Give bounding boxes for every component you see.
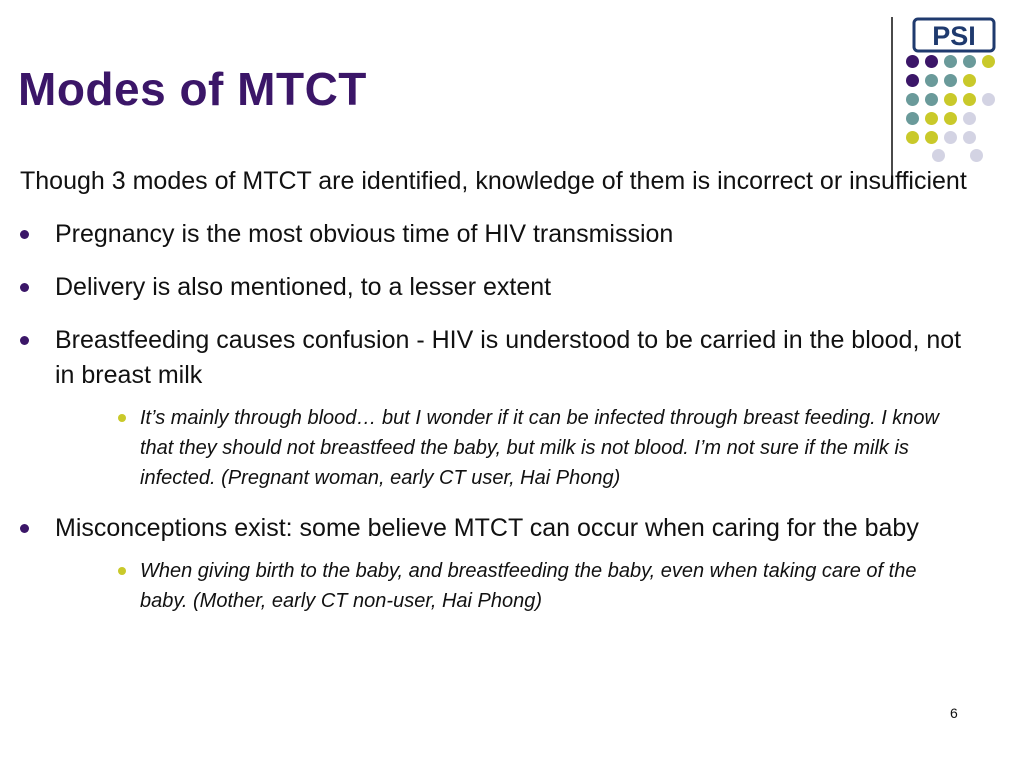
dot — [906, 112, 919, 125]
dot — [906, 93, 919, 106]
dot — [982, 55, 995, 68]
dot — [925, 131, 938, 144]
bullet-item — [20, 217, 980, 252]
bullet-icon — [20, 283, 29, 292]
bullet-item — [20, 323, 980, 393]
intro-paragraph: Though 3 modes of MTCT are identified, knowledge of them is incorrect or insufficient — [20, 167, 967, 195]
dot — [925, 112, 938, 125]
dot — [944, 93, 957, 106]
page-number: 6 — [950, 705, 958, 721]
sub-bullet-icon — [118, 567, 126, 575]
psi-logo — [912, 17, 996, 53]
dot — [906, 74, 919, 87]
quote-text: It’s mainly through blood… but I wonder if it can be infected through breast feeding. I know that they should not breastfeed the baby, but milk is not blood. I’m not sure if the milk is infected. (Pregnant woman, early CT user, Hai Phong) — [140, 407, 939, 489]
dot — [932, 149, 945, 162]
dot — [944, 55, 957, 68]
sub-bullet-icon — [118, 414, 126, 422]
bullet-item — [20, 511, 980, 546]
dot — [944, 112, 957, 125]
dot — [963, 55, 976, 68]
decorative-dot-grid — [906, 55, 1016, 165]
slide-title: Modes of MTCT — [18, 63, 367, 115]
dot — [925, 93, 938, 106]
bullet-text: Breastfeeding causes confusion - HIV is understood to be carried in the blood, not in breast milk — [55, 326, 962, 389]
dot — [963, 74, 976, 87]
dot — [963, 131, 976, 144]
bullet-text: Delivery is also mentioned, to a lesser extent — [55, 273, 552, 301]
bullet-icon — [20, 336, 29, 345]
dot — [982, 93, 995, 106]
quote-item — [140, 403, 960, 493]
bullet-text: Pregnancy is the most obvious time of HIV transmission — [55, 220, 674, 248]
divider-line — [891, 17, 893, 177]
bullet-icon — [20, 524, 29, 533]
bullet-text: Misconceptions exist: some believe MTCT can occur when caring for the baby — [55, 514, 919, 542]
logo-text: PSI — [932, 21, 976, 51]
bullet-item — [20, 270, 980, 305]
dot — [963, 93, 976, 106]
dot — [944, 74, 957, 87]
quote-text: When giving birth to the baby, and breastfeeding the baby, even when taking care of the baby. (Mother, early CT non-user, Hai Phong) — [140, 560, 917, 612]
dot — [906, 131, 919, 144]
dot — [970, 149, 983, 162]
slide-body — [20, 164, 980, 634]
quote-item — [140, 556, 960, 616]
dot — [944, 131, 957, 144]
dot — [925, 74, 938, 87]
dot — [906, 55, 919, 68]
dot — [963, 112, 976, 125]
dot — [925, 55, 938, 68]
bullet-icon — [20, 230, 29, 239]
